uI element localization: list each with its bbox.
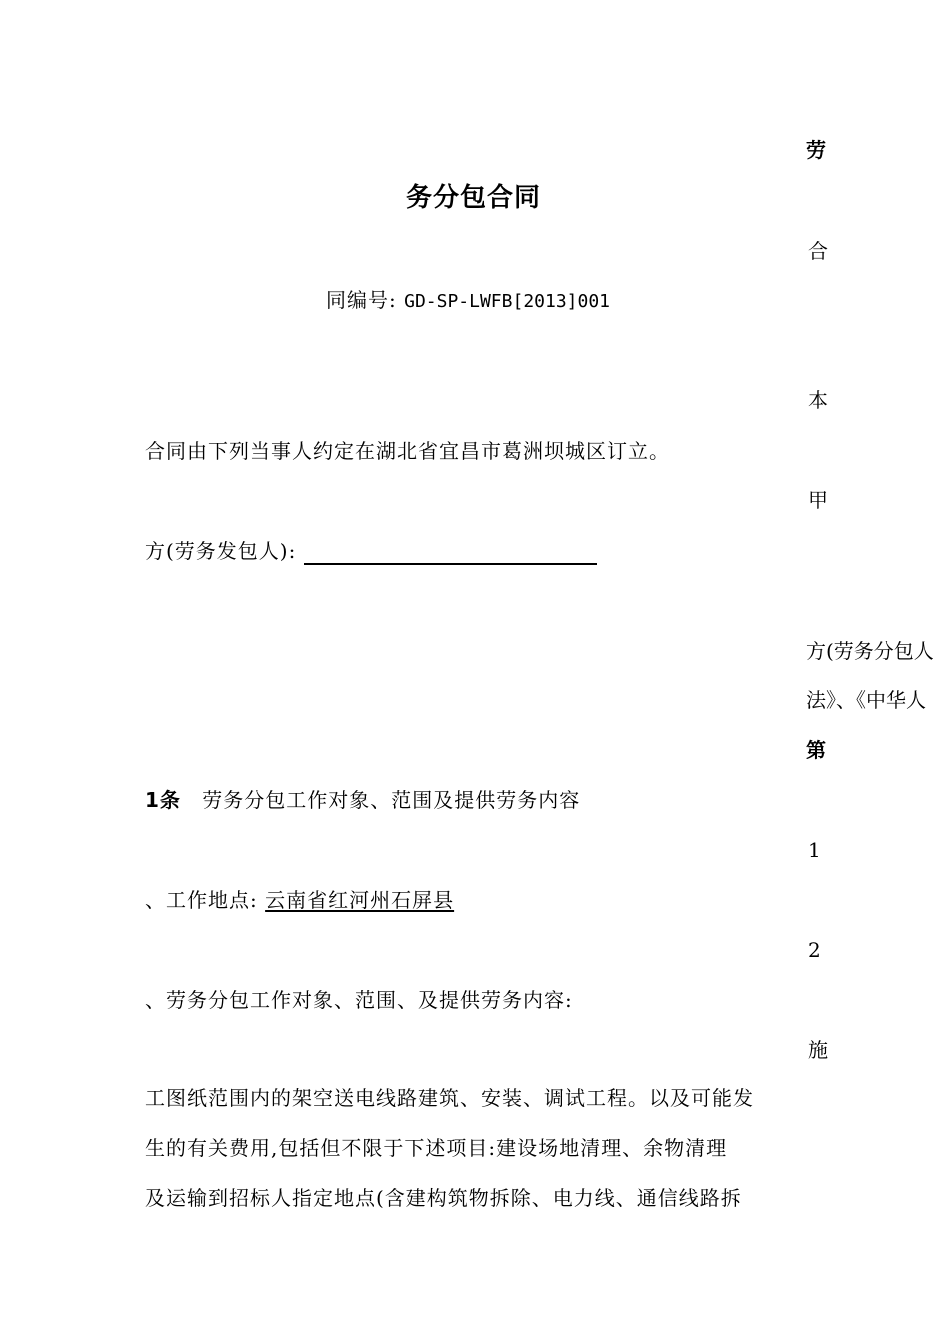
margin-text-5: 方(劳务分包人 xyxy=(806,639,934,663)
scope-line-1: 工图纸范围内的架空送电线路建筑、安装、调试工程。以及可能发 xyxy=(145,1086,754,1110)
party-a-line xyxy=(145,537,597,565)
article-1-heading xyxy=(145,786,580,814)
contract-number: GD-SP-LWFB[2013]001 xyxy=(404,291,611,312)
margin-char-7: 第 xyxy=(806,738,826,762)
item-1-label: 、工作地点: xyxy=(145,888,258,912)
party-a-blank-field[interactable] xyxy=(304,543,597,565)
contract-number-label: 同编号: xyxy=(326,288,397,312)
party-a-label: 方(劳务发包人): xyxy=(145,539,297,563)
scope-line-2: 生的有关费用,包括但不限于下述项目:建设场地清理、余物清理 xyxy=(145,1136,728,1160)
margin-char-2: 合 xyxy=(808,239,828,263)
margin-char-1: 劳 xyxy=(806,138,826,162)
margin-char-10: 施 xyxy=(808,1038,828,1062)
item-2-line: 、劳务分包工作对象、范围、及提供劳务内容: xyxy=(145,988,573,1012)
margin-char-9: 2 xyxy=(808,938,821,962)
margin-char-4: 甲 xyxy=(808,488,828,512)
intro-paragraph: 合同由下列当事人约定在湖北省宜昌市葛洲坝城区订立。 xyxy=(145,439,670,463)
item-1-line xyxy=(145,886,454,914)
margin-char-3: 本 xyxy=(808,388,828,412)
margin-text-6: 法》、《中华人 xyxy=(806,688,926,712)
article-1-title: 劳务分包工作对象、范围及提供劳务内容 xyxy=(202,788,581,812)
document-title: 务分包合同 xyxy=(406,183,542,213)
margin-char-8: 1 xyxy=(808,838,821,862)
scope-line-3: 及运输到招标人指定地点(含建构筑物拆除、电力线、通信线路拆 xyxy=(145,1186,742,1210)
article-1-number: 1条 xyxy=(145,788,181,812)
work-location-value: 云南省红河州石屏县 xyxy=(265,888,455,912)
contract-number-line xyxy=(326,286,610,316)
